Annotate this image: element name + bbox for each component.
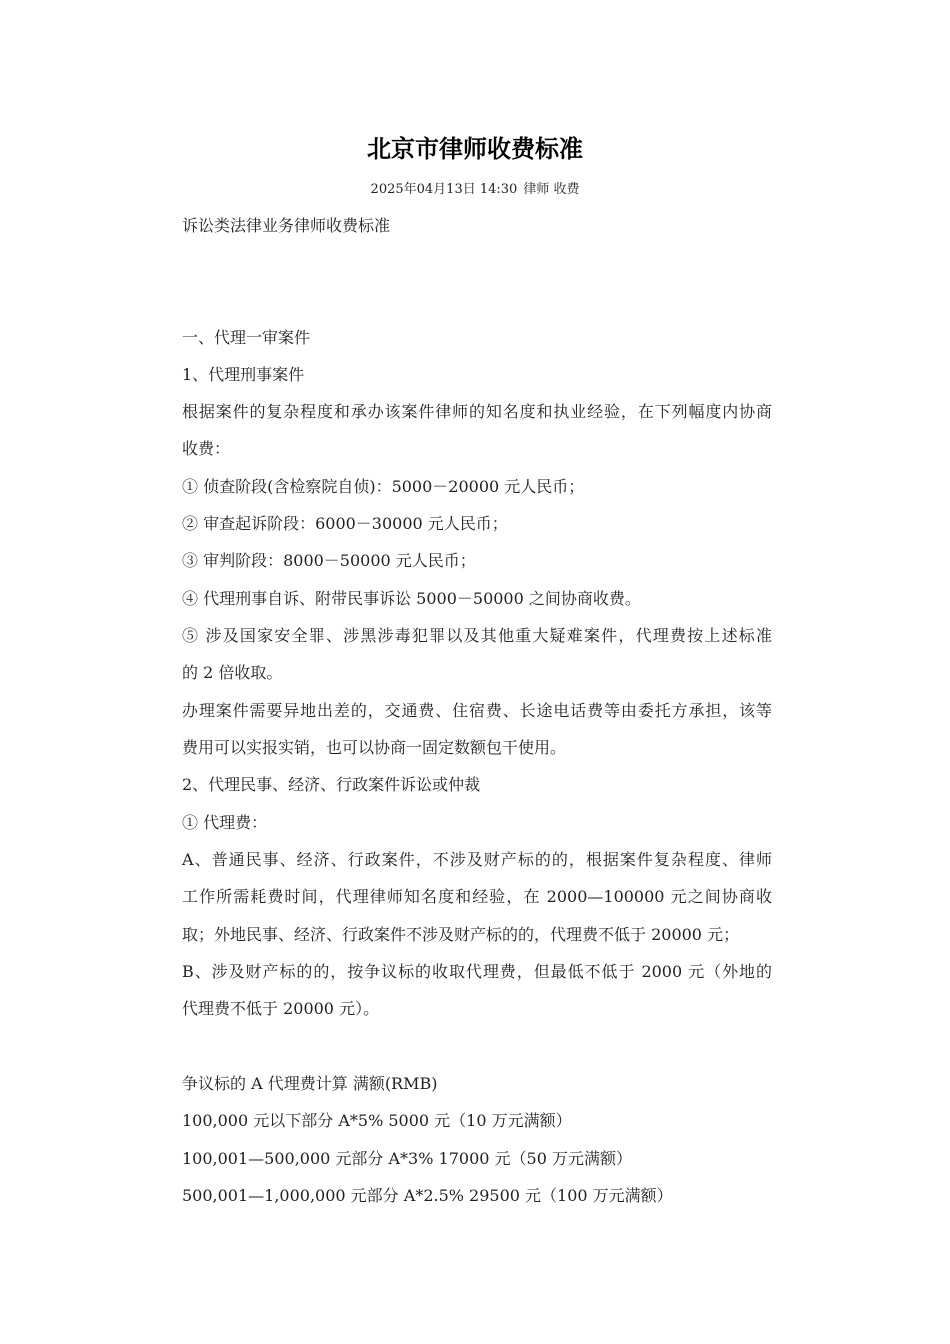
heading-civil-cases: 2、代理民事、经济、行政案件诉讼或仲裁 <box>182 775 481 794</box>
list-item: ① 侦查阶段(含检察院自侦)：5000－20000 元人民币； <box>182 477 585 496</box>
page-title: 北京市律师收费标准 <box>367 135 583 163</box>
heading-first-instance: 一、代理一审案件 <box>182 328 311 347</box>
fee-table-header: 争议标的 A 代理费计算 满额(RMB) <box>182 1074 438 1093</box>
section-subtitle: 诉讼类法律业务律师收费标准 <box>182 216 391 235</box>
heading-criminal-cases: 1、代理刑事案件 <box>182 365 305 384</box>
list-item: ③ 审判阶段：8000－50000 元人民币； <box>182 551 476 570</box>
paragraph-line: 工作所需耗费时间，代理律师知名度和经验，在 2000—100000 元之间协商收 <box>182 887 772 906</box>
paragraph-line: 收费： <box>182 439 231 458</box>
paragraph-line: B、涉及财产标的的，按争议标的收取代理费，但最低不低于 2000 元（外地的 <box>182 962 772 981</box>
list-item: ④ 代理刑事自诉、附带民事诉讼 5000－50000 之间协商收费。 <box>182 589 641 608</box>
list-item: ① 代理费： <box>182 813 268 832</box>
fee-table-row: 500,001—1,000,000 元部分 A*2.5% 29500 元（100 万元满额） <box>182 1186 673 1205</box>
article-meta <box>0 180 950 200</box>
fee-table-row: 100,001—500,000 元部分 A*3% 17000 元（50 万元满额） <box>182 1149 632 1168</box>
paragraph-line: 办理案件需要异地出差的，交通费、住宿费、长途电话费等由委托方承担，该等 <box>182 701 772 720</box>
list-item: ⑤ 涉及国家安全罪、涉黑涉毒犯罪以及其他重大疑难案件，代理费按上述标准 <box>182 626 772 645</box>
fee-table-row: 100,000 元以下部分 A*5% 5000 元（10 万元满额） <box>182 1111 572 1130</box>
paragraph-line: 费用可以实报实销，也可以协商一固定数额包干使用。 <box>182 738 567 757</box>
publish-datetime: 2025年04月13日 14:30 <box>370 182 518 197</box>
list-item: ② 审查起诉阶段：6000－30000 元人民币； <box>182 514 508 533</box>
paragraph-line: 代理费不低于 20000 元）。 <box>182 999 380 1018</box>
list-item: 的 2 倍收取。 <box>182 663 283 682</box>
paragraph-line: A、普通民事、经济、行政案件，不涉及财产标的的，根据案件复杂程度、律师 <box>182 850 772 869</box>
article-tags: 律师 收费 <box>523 182 580 197</box>
paragraph-line: 根据案件的复杂程度和承办该案件律师的知名度和执业经验，在下列幅度内协商 <box>182 402 772 421</box>
paragraph-line: 取；外地民事、经济、行政案件不涉及财产标的的，代理费不低于 20000 元； <box>182 925 740 944</box>
